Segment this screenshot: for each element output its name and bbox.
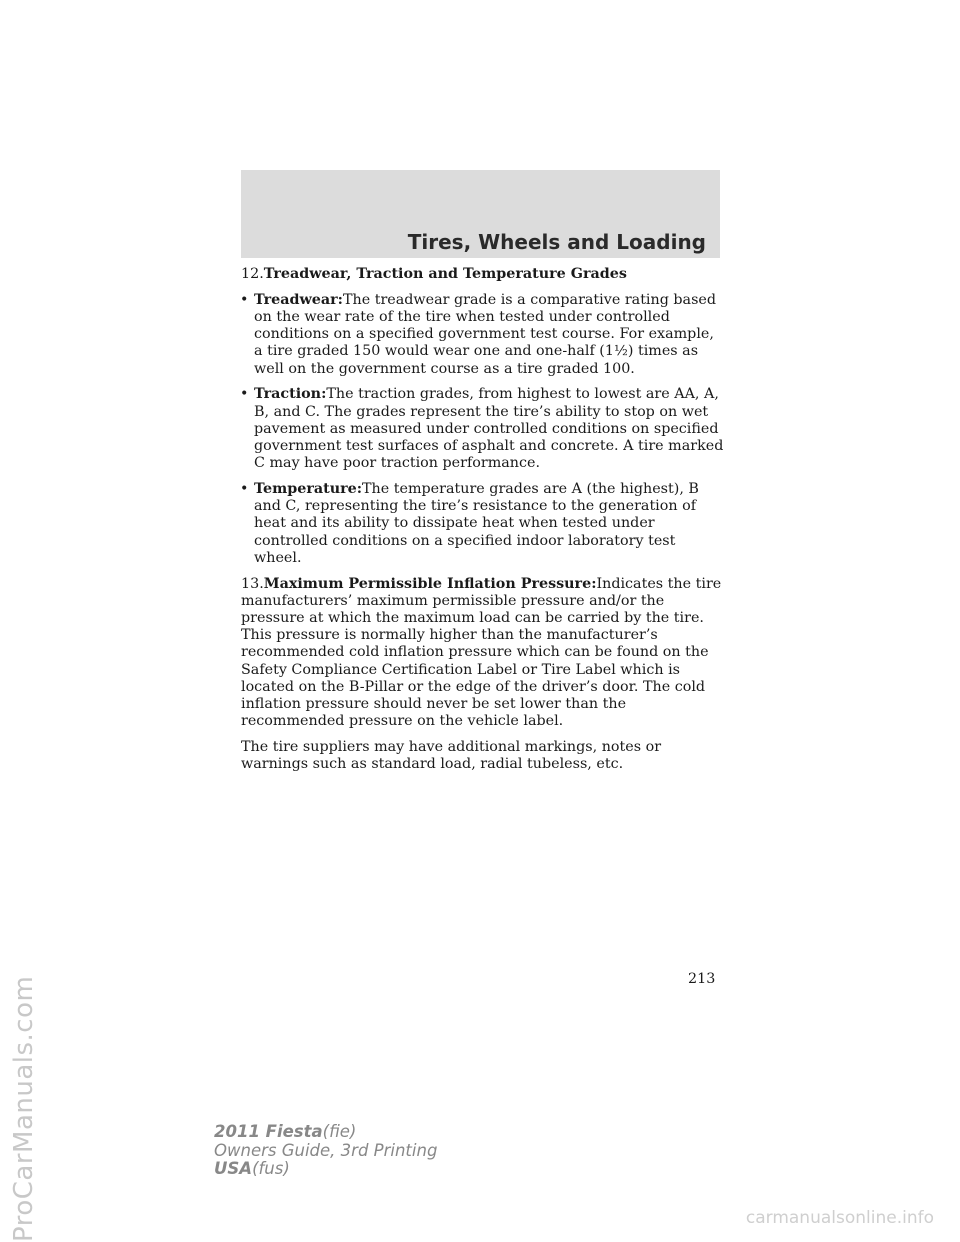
footer-market: USA — [214, 1159, 253, 1178]
bullet-mark: • — [240, 481, 249, 498]
page-number: 213 — [688, 971, 716, 987]
footer-line-3 — [214, 1160, 437, 1179]
side-watermark: ProCarManuals.com — [9, 975, 39, 1242]
section-12-heading — [241, 266, 726, 283]
bullet-label: Temperature: — [254, 481, 363, 498]
footer-model-code: (fie) — [322, 1122, 357, 1141]
document-footer — [214, 1123, 437, 1179]
site-watermark: carmanualsonline.info — [745, 1208, 934, 1228]
section-13-number: 13. — [241, 575, 264, 592]
bullet-label: Traction: — [254, 386, 327, 403]
page-content — [241, 266, 726, 782]
footer-model: 2011 Fiesta — [214, 1122, 323, 1141]
bullet-label: Treadwear: — [254, 291, 343, 308]
footer-line-1 — [214, 1123, 437, 1142]
section-13-paragraph — [241, 576, 726, 731]
section-12-number: 12. — [241, 266, 264, 282]
bullet-text: The temperature grades are A (the highest), B and C, representing the tire’s resistance to the generation of heat and its ability to dissipate heat when tested under controlled conditions on a specified indoor laboratory test wheel. — [254, 481, 699, 566]
footer-market-code: (fus) — [252, 1159, 290, 1178]
section-12-title: Treadwear, Traction and Temperature Grades — [263, 266, 627, 282]
bullet-traction — [241, 386, 726, 472]
bullet-mark: • — [240, 386, 249, 403]
section-13-title: Maximum Permissible Inflation Pressure: — [263, 575, 597, 592]
closing-paragraph: The tire suppliers may have additional markings, notes or warnings such as standard load, radial tubeless, etc. — [241, 739, 662, 773]
bullet-mark: • — [240, 291, 249, 308]
bullet-treadwear — [241, 292, 726, 378]
footer-line-2: Owners Guide, 3rd Printing — [214, 1140, 438, 1160]
bullet-text: The treadwear grade is a comparative rating based on the wear rate of the tire when tested under controlled conditions on a specified government test course. For example, a tire graded 150 would wear one and one-half (1½) times as well on the government course as a tire graded 100. — [254, 291, 717, 377]
bullet-temperature — [241, 481, 726, 567]
section-13-text: Indicates the tire manufacturers’ maximum permissible pressure and/or the pressure at which the maximum load can be carried by the tire. This pressure is normally higher than the manufacturer’s recommended cold inflation pressure which can be found on the Safety Compliance Certification Label or Tire Label which is located on the B-Pillar or the edge of the driver’s door. The cold inflation pressure should never be set lower than the recommended pressure on the vehicle label. — [241, 575, 722, 730]
section-header-band — [241, 170, 720, 258]
bullet-text: The traction grades, from highest to lowest are AA, A, B, and C. The grades represent the tire’s ability to stop on wet pavement as measured under controlled conditions on specified government test surfaces of asphalt and concrete. A tire marked C may have poor traction performance. — [254, 386, 724, 472]
section-title: Tires, Wheels and Loading — [407, 230, 706, 254]
